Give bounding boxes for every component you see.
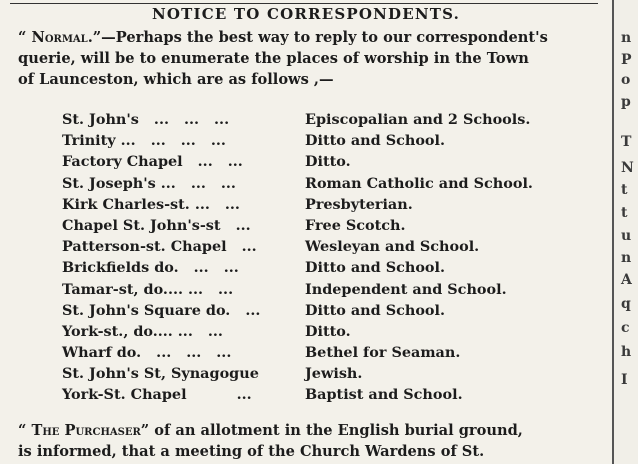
- place-name: York-st., do.... ... ...: [62, 322, 223, 340]
- place-row: [0, 259, 612, 280]
- place-denomination: Baptist and School.: [305, 386, 463, 404]
- place-name: St. John's ... ... ...: [62, 111, 230, 128]
- place-row: [0, 217, 612, 238]
- place-row: [0, 132, 612, 153]
- normal-notice-line-2: querie, will be to enumerate the places of worship in the Town: [18, 50, 529, 67]
- place-denomination: Jewish.: [305, 365, 363, 383]
- edge-fragment: N: [621, 160, 634, 176]
- edge-fragment: t: [621, 182, 628, 198]
- place-denomination: Ditto and School.: [305, 132, 445, 150]
- place-row: [0, 111, 612, 132]
- place-name: St. Joseph's ... ... ...: [62, 174, 236, 192]
- edge-fragment: t: [621, 205, 628, 221]
- edge-fragment: c: [621, 320, 630, 336]
- place-denomination: Ditto and School.: [305, 259, 445, 277]
- edge-fragment: A: [621, 272, 632, 288]
- place-row: [0, 302, 612, 323]
- place-row: [0, 365, 612, 386]
- normal-notice-lead: “ Normal.”: [18, 29, 102, 46]
- place-row: [0, 344, 612, 365]
- place-row: [0, 281, 612, 302]
- purchaser-notice-lead: “ The Purchaser”: [18, 422, 150, 439]
- place-name: Chapel St. John's-st ...: [62, 216, 251, 234]
- place-denomination: Free Scotch.: [305, 216, 406, 234]
- normal-notice-line-1: [18, 27, 606, 48]
- normal-notice-text-1: —Perhaps the best way to reply to our correspondent's: [101, 29, 548, 46]
- edge-fragment: T: [621, 134, 632, 150]
- places-of-worship-list: [0, 111, 612, 408]
- adjacent-column-edge: [617, 0, 638, 464]
- edge-fragment: p: [621, 94, 631, 110]
- edge-fragment: n: [621, 250, 632, 266]
- edge-fragment: P: [621, 52, 632, 68]
- top-rule: [10, 3, 598, 4]
- edge-fragment: n: [621, 30, 632, 46]
- place-denomination: Ditto.: [305, 153, 351, 171]
- edge-fragment: u: [621, 228, 632, 244]
- column-rule: [612, 0, 614, 464]
- normal-notice: [18, 27, 606, 90]
- place-name: Patterson-st. Chapel ...: [62, 238, 257, 256]
- place-name: Kirk Charles-st. ... ...: [62, 195, 240, 213]
- place-name: Wharf do. ... ... ...: [62, 344, 232, 362]
- place-row: [0, 386, 612, 407]
- edge-fragment: o: [621, 72, 631, 88]
- place-denomination: Wesleyan and School.: [305, 238, 480, 256]
- place-row: [0, 196, 612, 217]
- purchaser-notice-line-1: [18, 420, 606, 441]
- place-denomination: Bethel for Seaman.: [305, 344, 461, 362]
- purchaser-notice-line-2: is informed, that a meeting of the Church Wardens of St.: [18, 443, 485, 460]
- edge-fragment: h: [621, 344, 632, 360]
- edge-fragment: I: [621, 372, 628, 388]
- place-row: [0, 175, 612, 196]
- place-denomination: Ditto and School.: [305, 301, 445, 319]
- place-denomination: Independent and School.: [305, 280, 507, 298]
- place-row: [0, 153, 612, 174]
- place-name: Factory Chapel ... ...: [62, 153, 243, 171]
- place-denomination: Ditto.: [305, 322, 351, 340]
- edge-fragment: q: [621, 296, 631, 312]
- purchaser-notice: [18, 420, 606, 462]
- notice-title: NOTICE TO CORRESPONDENTS.: [151, 5, 461, 23]
- place-row: [0, 323, 612, 344]
- purchaser-notice-text-1: of an allotment in the English burial ground,: [149, 422, 523, 439]
- place-denomination: Roman Catholic and School.: [305, 174, 533, 192]
- place-denomination: Presbyterian.: [305, 195, 413, 213]
- place-name: St. John's St, Synagogue: [62, 365, 259, 383]
- place-name: Trinity ... ... ... ...: [62, 132, 226, 150]
- place-name: York-St. Chapel ...: [62, 386, 252, 404]
- place-name: St. John's Square do. ...: [62, 301, 261, 319]
- place-denomination: Episcopalian and 2 Schools.: [305, 111, 531, 128]
- place-row: [0, 238, 612, 259]
- normal-notice-line-3: of Launceston, which are as follows ,—: [18, 71, 334, 88]
- place-name: Brickfields do. ... ...: [62, 259, 239, 277]
- place-name: Tamar-st, do.... ... ...: [62, 280, 234, 298]
